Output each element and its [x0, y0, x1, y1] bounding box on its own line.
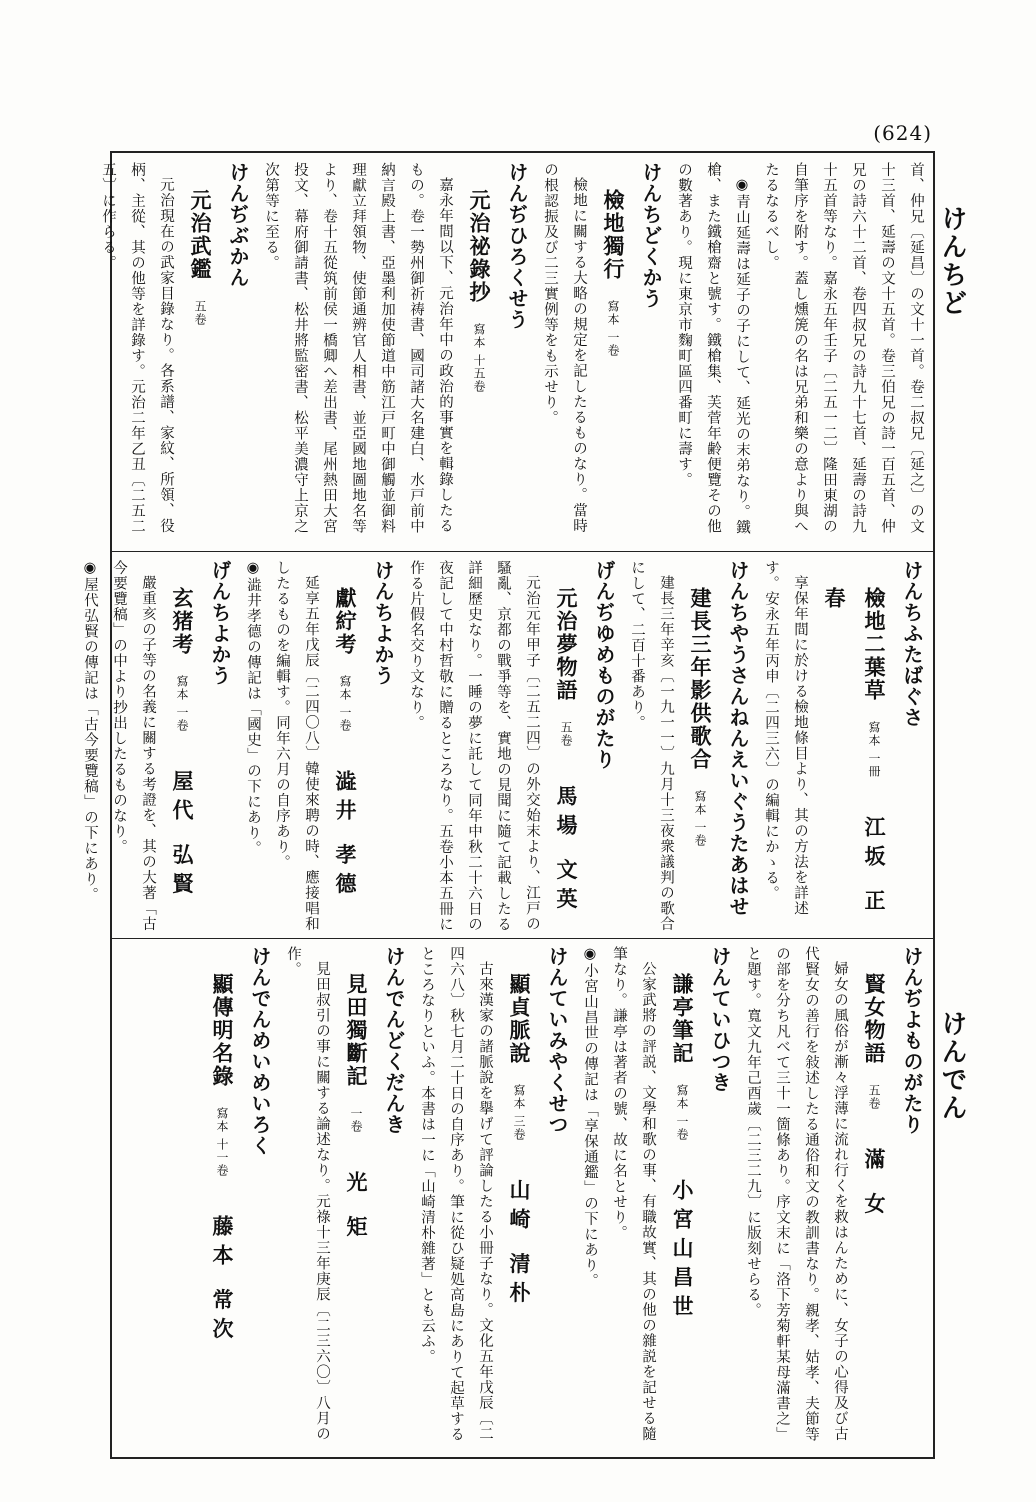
entry-title-line [854, 946, 894, 1450]
entry-volume: 寫本 一卷 [338, 675, 352, 733]
entry-title: 顯貞脈說 [507, 973, 532, 1066]
dictionary-entry [622, 560, 756, 932]
page-number: (624) [873, 121, 932, 145]
entry-title: 賢女物語 [862, 973, 887, 1066]
entry-title-line [662, 946, 702, 1450]
entry-description: 元治現在の武家目錄なり。各系譜、家紋、所領、役柄、主從、其の他等を詳錄す。元治二年乙丑〔二五二五〕に作らる。 [100, 162, 174, 534]
entry-reading: けんちふたばぐさ [900, 560, 924, 728]
entry-description: 見田叔引の事に關する論述なり。元祿十三年庚辰〔二三六〇〕八月の作。 [285, 946, 330, 1441]
entry-reference: ◉小宮山昌世の傳記は「享保通鑑」の下にあり。 [582, 946, 598, 1289]
entry-continuation-text: ◉青山延壽は延子の子にして、延光の末弟なり。鐵槍、また鐵槍齋と號す。鐵槍集、芙菅年齢便覽その他の數著あり。現に東京市麴町區四番町に壽す。 [676, 162, 750, 535]
entry-volume: 五卷 [867, 1084, 881, 1111]
dictionary-entry [401, 560, 622, 932]
dictionary-entry [535, 162, 669, 546]
entry-description: 檢地に關する大略の規定を記したるものなり。當時の根認振及び二三實例等をも示せり。 [542, 162, 587, 533]
entry-reading: けんちよかう [371, 560, 395, 686]
dictionary-entry [256, 162, 535, 546]
entry-author: 山崎 清朴 [507, 1179, 532, 1311]
entry-title-line [680, 560, 720, 932]
entry-description: 嘉永年間以下、元治年中の政治的事實を輯錄したるもの。卷一勢州御祈祷書、國司諸大名建白、水戸前中納言殿上書、亞墨利加使節道中筋江戸町中御觸並御料理獻立拜領物、使節通辨官人相書、並亞國地圖地名等より、卷十五從筑前侯一橋卿へ差出書、尾州熱田大宮投文、幕府御請書、松井將監密書、松平美濃守上京之次第等に至る。 [263, 162, 453, 534]
entry-title: 元治夢物語 [554, 587, 579, 703]
entry-volume: 寫本 一卷 [693, 790, 707, 848]
entry-reading: けんぢひろくせう [505, 162, 529, 330]
entry-volume: 寫本 一卷 [675, 1084, 689, 1142]
entry-description: 享保年間に於ける檢地條目より、其の方法を詳述す。安永五年丙申〔二四三六〕の編輯にかゝる。 [763, 560, 808, 916]
dictionary-entry [238, 560, 401, 932]
entry-reading: けんぢよものがたり [900, 946, 924, 1135]
entry-reading: けんちやうさんねんえいぐうたあはせ [726, 560, 750, 917]
entry-title: 元治武鑑 [188, 189, 213, 282]
entry-volume: 寫本 十五卷 [472, 323, 486, 394]
entry-reading: けんぢぶかん [226, 162, 250, 288]
entry-title-line [202, 946, 242, 1450]
entry-reading: げんちよかう [208, 560, 232, 686]
entry-author: 藤本 常次 [210, 1215, 235, 1347]
dictionary-entry [93, 162, 256, 546]
entry-author: 滿 女 [862, 1148, 887, 1222]
entry-title-line [546, 560, 586, 932]
entry-title: 謙亭筆記 [670, 973, 695, 1066]
entry-reference: ◉澁井孝德の傳記は「國史」の下にあり。 [245, 560, 261, 856]
entry-title-line [180, 162, 220, 546]
entry-reading: けんていひつき [708, 946, 732, 1093]
entry-title: 玄猪考 [170, 587, 195, 657]
entry-author: 江坂 正春 [822, 587, 887, 919]
entry-description: 古來漢家の諸脈說を擧げて評論したる小冊子なり。文化五年戊辰〔二四六八〕秋七月二十日の自序あり。筆に從ひ疑処高島にありて起草するところなりといふ。本書は一に「山崎清朴雜著」とも云ふ。 [419, 946, 493, 1442]
entry-author: 光 矩 [344, 1171, 369, 1245]
entry-title-line [499, 946, 539, 1450]
dictionary-entry [756, 560, 930, 932]
entry-author: 馬場 文英 [554, 785, 579, 917]
entry-continuation-text: 首、仲兄〔延昌〕の文十一首。卷二叔兄〔延之〕の文十三首、延壽の文十五首。卷三伯兄の詩一百五首、仲兄の詩六十二首、卷四叔兄の詩九十七首、延壽の詩九十五首等なり。嘉永五年壬子〔二五一二〕隆田東湖の自筆序を附す。蓋し燻箎の名は兄弟和樂の意より與へたるなるべし。 [763, 162, 924, 534]
entry-reference: ◉屋代弘賢の傳記は「古今要覽稿」の下にあり。 [82, 560, 98, 903]
running-header-right: けんちど [937, 205, 967, 317]
entry-reading: けんでんどくだんき [382, 946, 406, 1135]
entry-title-line [814, 560, 894, 932]
entry-reading: けんちどくかう [639, 162, 663, 309]
entry-title: 建長三年影供歌合 [688, 587, 713, 772]
entry-volume: 五卷 [559, 721, 573, 748]
running-header-left: けんでん [937, 1010, 967, 1122]
entry-volume: 一卷 [349, 1107, 363, 1134]
entry-author: 澁井 孝德 [333, 770, 358, 902]
dictionary-entry [202, 946, 278, 1450]
entry-volume: 寫本 十一卷 [215, 1107, 229, 1178]
dictionary-entry [412, 946, 575, 1450]
dictionary-entry [575, 946, 738, 1450]
dictionary-entry [278, 946, 412, 1450]
section-divider [112, 551, 933, 552]
entry-title-line [459, 162, 499, 546]
dictionary-entry [75, 560, 238, 932]
entry-author: 屋代 弘賢 [170, 770, 195, 902]
entry-description: 公家武將の評説、文學和歌の事、有職故實、其の他の雜説を記せる隨筆なり。謙亭は著者の號、故に名とせり。 [611, 946, 656, 1441]
entry-volume: 五卷 [193, 300, 207, 327]
entry-title-line [593, 162, 633, 546]
dictionary-entry [669, 162, 930, 546]
entry-description: 延享五年戊辰〔二四〇八〕韓使來聘の時、應接唱和したるものを編輯す。同年六月の自序あり。 [274, 560, 319, 931]
entry-title: 檢地獨行 [601, 189, 626, 282]
entry-reading: げんぢゆめものがたり [592, 560, 616, 770]
entry-title: 顯傳明名錄 [210, 973, 235, 1089]
entry-volume: 寫本 一冊 [867, 721, 881, 779]
entry-title: 見田獨斷記 [344, 973, 369, 1089]
entry-title: 獻紵考 [333, 587, 358, 657]
entry-title: 元治祕錄抄 [467, 189, 492, 305]
entry-description: 元治元年甲子〔二五二四〕の外交始末より、江戸の騷亂、京都の戰爭等を、實地の見聞に隨て記載したる詳細歷史なり。一睡の夢に託して同年中秋二十六日の夜記して中村哲敬に贈るところなり。五卷小本五冊に作る片假名交り文なり。 [408, 560, 540, 932]
entry-volume: 寫本 一卷 [606, 300, 620, 358]
entry-volume: 寫本 三卷 [512, 1084, 526, 1142]
entry-title: 檢地二葉草 [862, 587, 887, 703]
section-top [100, 162, 930, 546]
entry-title-line [325, 560, 365, 932]
section-bottom [120, 946, 930, 1450]
dictionary-entry [738, 946, 930, 1450]
entry-description: 婦女の風俗が漸々浮薄に流れ行くを救はんために、女子の心得及び古代賢女の善行を敍述したる通俗和文の教訓書なり。親孝、姑孝、夫節等の部を分ち凡べて三十一箇條あり。序文末に「洛下芳菊軒某母滿書之」と題す。寬文九年己酉歲〔二三二九〕に版刻せらる。 [745, 946, 848, 1442]
entry-title-line [336, 946, 376, 1450]
entry-volume: 寫本 一卷 [175, 675, 189, 733]
entry-author: 小宮山昌世 [670, 1179, 695, 1325]
entry-description: 嚴重亥の子等の名義に關する考證を、其の大著「古今要覽稿」の中より抄出したるものなり。 [111, 560, 156, 931]
section-middle [82, 560, 930, 932]
entry-reading: けんていみやくせつ [545, 946, 569, 1135]
entry-title-line [162, 560, 202, 932]
entry-description: 建長三年辛亥〔一九一一〕九月十三夜衆議判の歌合にして、二百十番あり。 [629, 560, 674, 931]
entry-reading: けんでんめいめいろく [248, 946, 272, 1156]
section-divider [112, 938, 933, 939]
